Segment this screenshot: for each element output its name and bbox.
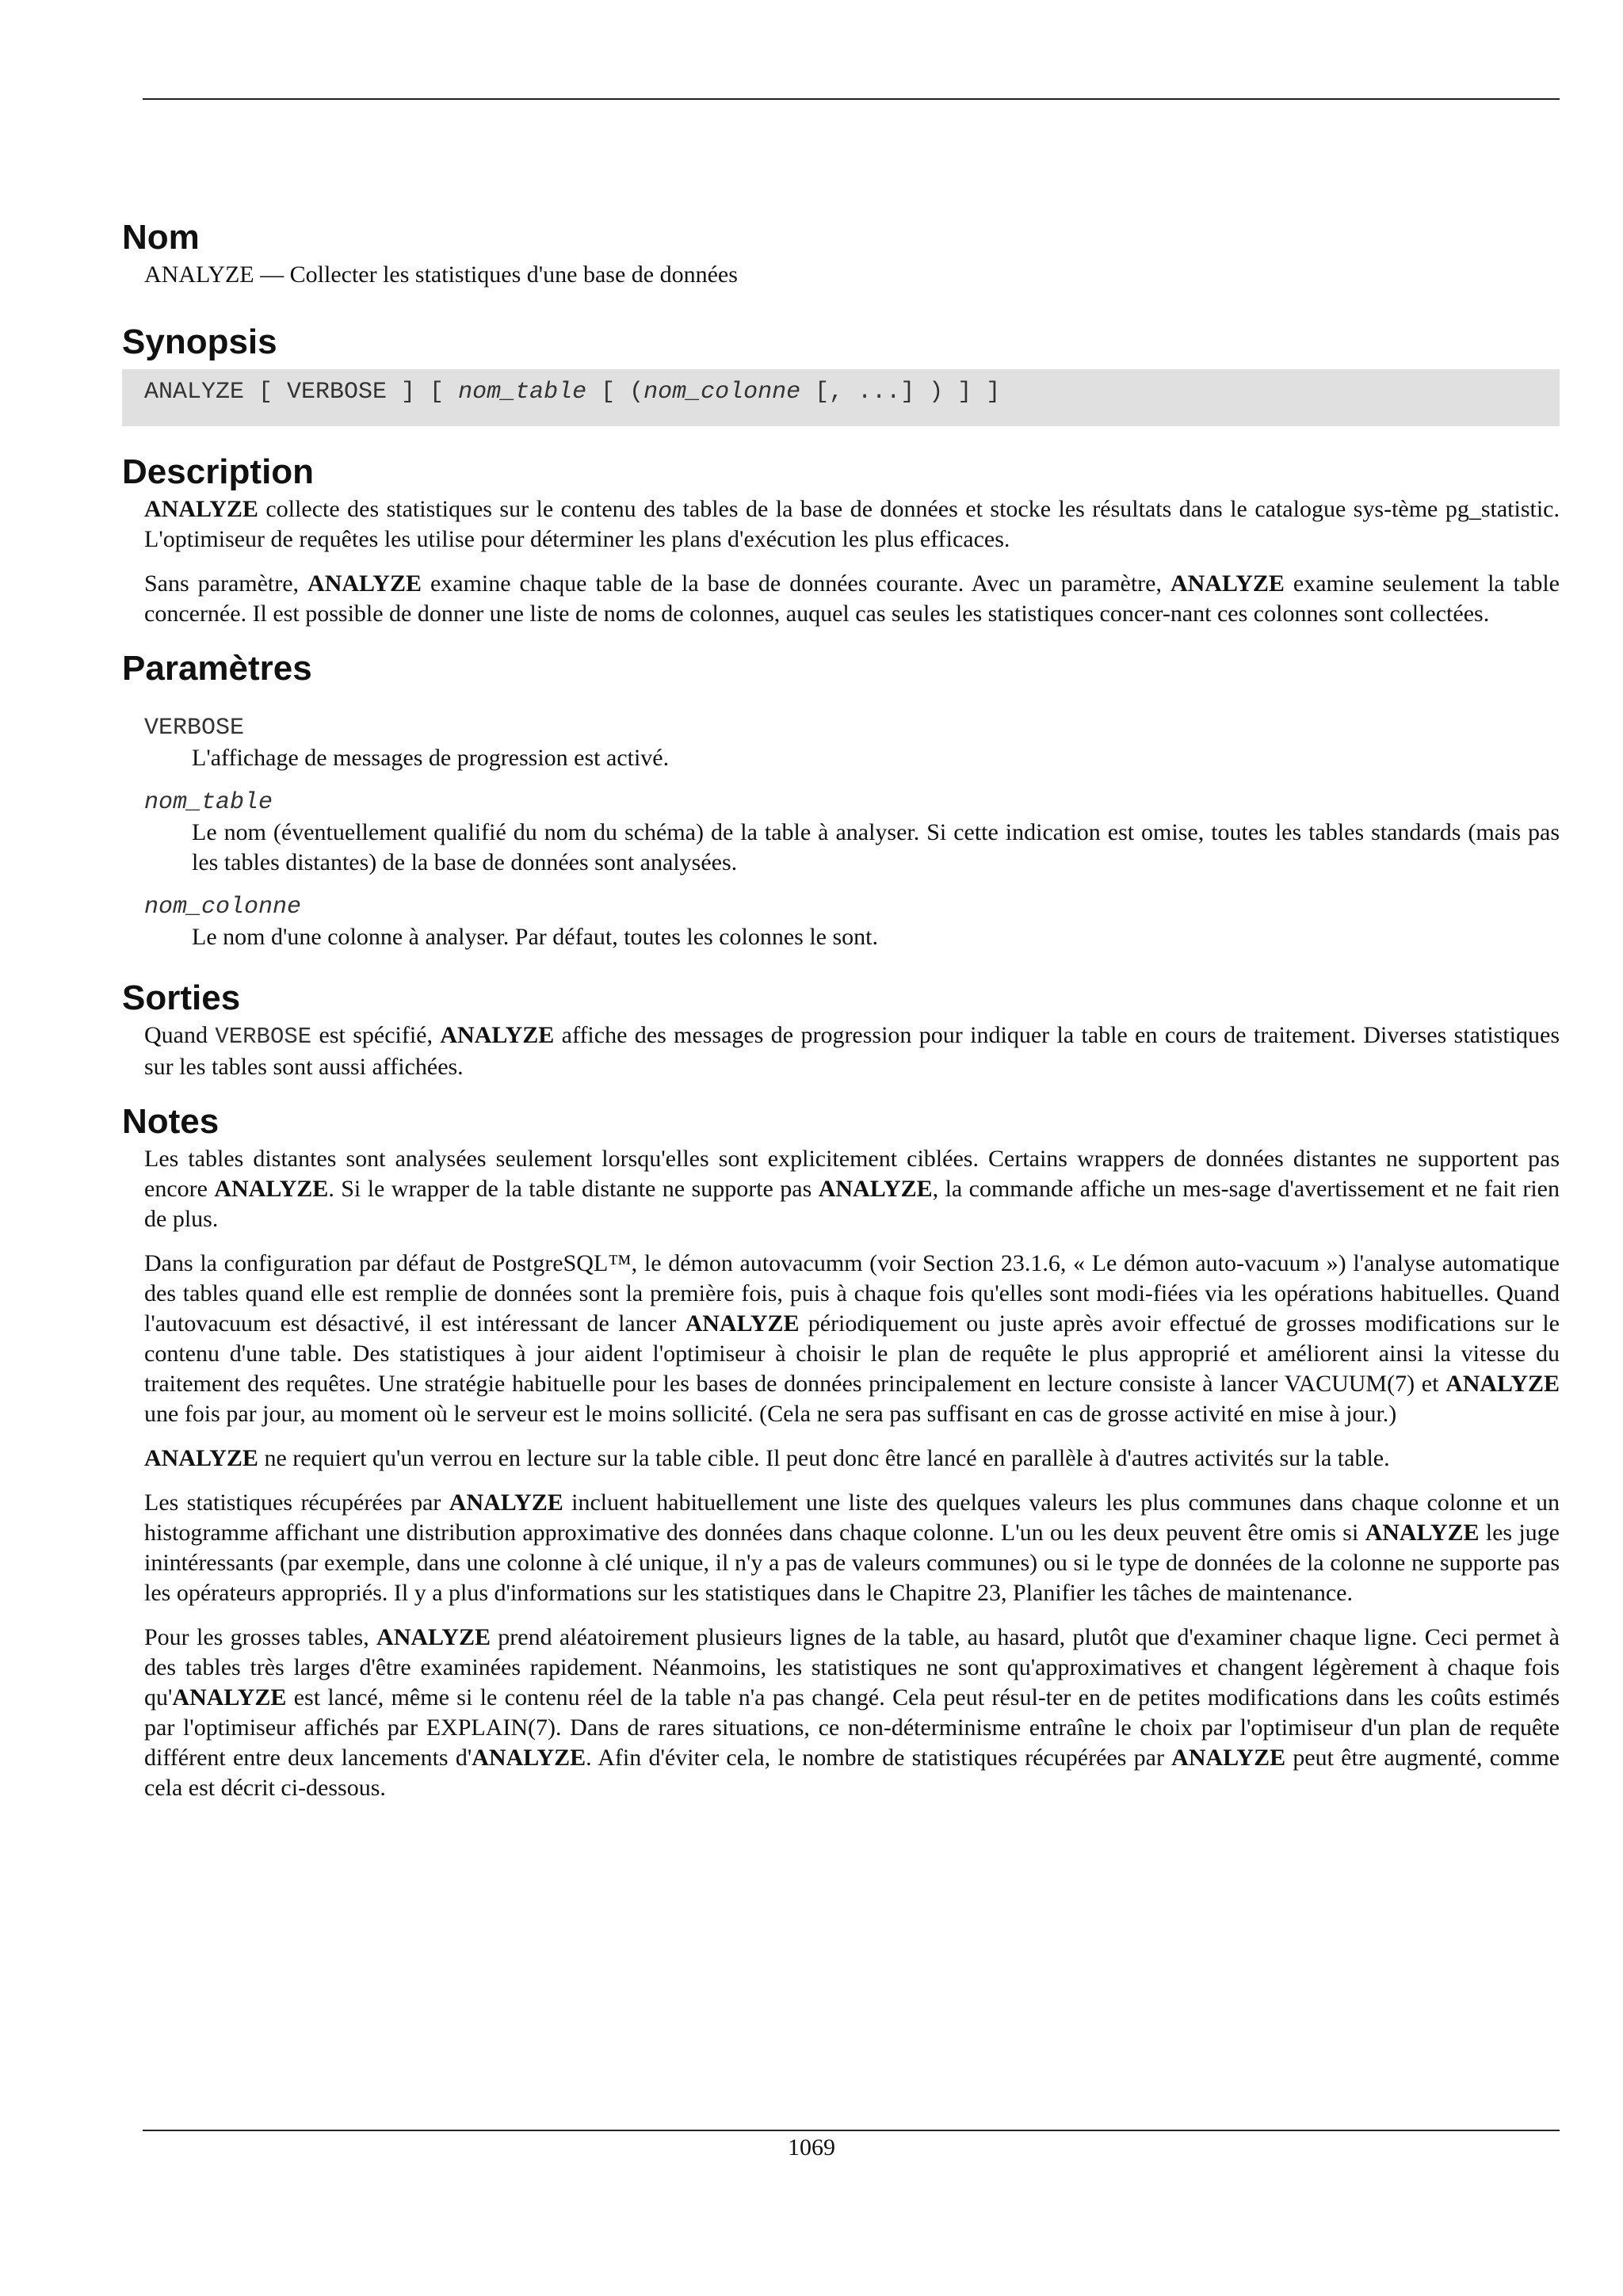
heading-synopsis: Synopsis <box>122 322 277 361</box>
section-notes <box>122 1100 1560 1803</box>
text-run: une fois par jour, au moment où le serveur est le moins sollicité. (Cela ne sera pas suffisant en cas de grosse activité en mise à jour.) <box>144 1401 1397 1427</box>
text-run: collecte des statistiques sur le contenu des tables de la base de données et stocke les résultats dans le catalogue sys-tème pg_statistic. L'optimiseur de requêtes les utilise pour déterminer les plans d'exécution les plus efficaces. <box>144 496 1560 552</box>
synopsis-code <box>122 369 1560 426</box>
text-run: Les tables distantes sont analysées seulement lorsqu'elles sont explicitement ciblées. Certains wrappers de données distantes ne supportent pas encore <box>144 1146 1560 1202</box>
command-name: ANALYZE <box>144 1445 258 1471</box>
heading-notes: Notes <box>122 1102 220 1141</box>
text-run: est lancé, même si le contenu réel de la table n'a pas changé. Cela peut résul-ter en de petites modifications dans les coûts estimés par l'optimiseur affichés par EXPLAIN(7). Dans de rares situations, ce non-déterminisme entraîne le choix par l'optimiseur d'un plan de requête différent entre deux lancements d' <box>144 1684 1560 1771</box>
command-name: ANALYZE <box>1365 1520 1480 1546</box>
synopsis-part: [ ( <box>586 379 644 406</box>
command-name: ANALYZE <box>1170 570 1285 597</box>
text-run: périodiquement ou juste après avoir effectué de grosses modifications sur le contenu d'une table. Des statistiques à jour aident l'optimiseur à choisir le plan de requête le plus approprié et améliorent ainsi la vitesse du traitement des requêtes. Une stratégie habituelle pour les bases de données principalement en lecture consiste à lancer VACUUM(7) et <box>144 1310 1560 1397</box>
text-run: Quand <box>144 1022 216 1048</box>
param-def-verbose: L'affichage de messages de progression est activé. <box>192 745 670 771</box>
text-run: , la commande affiche un mes-sage d'avertissement et ne fait rien de plus. <box>144 1176 1560 1232</box>
text-run: . Afin d'éviter cela, le nombre de statistiques récupérées par <box>586 1745 1172 1771</box>
header-rule <box>143 98 1560 100</box>
text-run: est spécifié, <box>311 1022 441 1048</box>
text-run: . Si le wrapper de la table distante ne supporte pas <box>328 1176 819 1202</box>
command-name: ANALYZE <box>1171 1745 1286 1771</box>
notes-paragraph <box>144 1144 1560 1234</box>
page-number: 1069 <box>788 2134 835 2161</box>
nom-text: ANALYZE — Collecter les statistiques d'une base de données <box>144 261 738 288</box>
section-synopsis <box>122 320 1560 426</box>
command-name: ANALYZE <box>144 496 258 522</box>
command-name: ANALYZE <box>685 1310 800 1337</box>
command-name: ANALYZE <box>1445 1371 1560 1397</box>
heading-sorties: Sorties <box>122 978 241 1017</box>
notes-paragraph <box>144 1623 1560 1803</box>
command-name: ANALYZE <box>449 1489 563 1516</box>
param-def-nom-colonne: Le nom d'une colonne à analyser. Par défaut, toutes les colonnes le sont. <box>192 924 879 950</box>
section-nom <box>122 215 1560 290</box>
text-run: peut être augmenté, comme cela est décrit ci-dessous. <box>144 1745 1560 1801</box>
text-run: ne requiert qu'un verrou en lecture sur la table cible. Il peut donc être lancé en parallèle à d'autres activités sur la table. <box>258 1445 1390 1471</box>
text-run: examine seulement la table concernée. Il est possible de donner une liste de noms de colonnes, auquel cas seules les statistiques concer-nant ces colonnes sont collectées. <box>144 570 1560 627</box>
text-run: Pour les grosses tables, <box>144 1624 377 1650</box>
param-term-nom-colonne: nom_colonne <box>144 894 302 921</box>
text-run: les juge inintéressants (par exemple, dans une colonne à clé unique, il n'y a pas de valeurs communes) ou si le type de données de la colonne ne supporte pas les opérateurs appropriés. Il y a plus d'informations sur les statistiques dans le Chapitre 23, Planifier les tâches de maintenance. <box>144 1520 1560 1606</box>
command-name: ANALYZE <box>214 1176 329 1202</box>
section-parametres <box>122 646 1560 952</box>
notes-paragraph <box>144 1249 1560 1429</box>
page-content <box>122 215 1560 1821</box>
notes-paragraph <box>144 1488 1560 1608</box>
command-name: ANALYZE <box>307 570 422 597</box>
footer-rule <box>143 2130 1560 2131</box>
text-run: incluent habituellement une liste des quelques valeurs les plus communes dans chaque colonne et un histogramme affichant une distribution approximative des données dans chaque colonne. L'un ou les deux peuvent être omis si <box>144 1489 1560 1546</box>
param-term-verbose: VERBOSE <box>144 715 245 742</box>
section-description <box>122 450 1560 629</box>
inline-code: VERBOSE <box>215 1024 312 1050</box>
notes-paragraph <box>144 1444 1560 1474</box>
section-sorties <box>122 976 1560 1082</box>
text-run: Les statistiques récupérées par <box>144 1489 449 1516</box>
text-run: Dans la configuration par défaut de PostgreSQL™, le démon autovacumm (voir Section 23.1.6, « Le démon auto-vacuum ») l'analyse automatique des tables quand elle est remplie de données sont la première fois, puis à chaque fois qu'elles sont modi-fiées via les opérations habituelles. Quand l'autovacuum est désactivé, il est intéressant de lancer <box>144 1250 1560 1337</box>
param-def-nom-table: Le nom (éventuellement qualifié du nom du schéma) de la table à analyser. Si cette indication est omise, toutes les tables standards (mais pas les tables distantes) de la base de données sont analysées. <box>192 819 1560 875</box>
text-run: examine chaque table de la base de données courante. Avec un paramètre, <box>421 570 1170 597</box>
command-name: ANALYZE <box>818 1176 933 1202</box>
text-run: prend aléatoirement plusieurs lignes de la table, au hasard, plutôt que d'examiner chaque ligne. Ceci permet à des tables très larges d'être examinées rapidement. Néanmoins, les statistiques ne sont qu'approximatives et changent légèrement à chaque fois qu' <box>144 1624 1560 1711</box>
description-paragraph <box>144 494 1560 555</box>
sorties-paragraph <box>144 1020 1560 1082</box>
text-run: Sans paramètre, <box>144 570 308 597</box>
synopsis-arg-table: nom_table <box>458 379 587 406</box>
heading-nom: Nom <box>122 218 200 257</box>
command-name: ANALYZE <box>472 1745 586 1771</box>
synopsis-part: ANALYZE [ VERBOSE ] [ <box>144 379 459 406</box>
heading-description: Description <box>122 452 315 491</box>
description-paragraph <box>144 569 1560 629</box>
param-term-nom-table: nom_table <box>144 789 273 816</box>
text-run: affiche des messages de progression pour indiquer la table en cours de traitement. Diverses statistiques sur les tables sont aussi affichées. <box>144 1022 1560 1080</box>
command-name: ANALYZE <box>440 1022 555 1048</box>
command-name: ANALYZE <box>172 1684 287 1711</box>
heading-parametres: Paramètres <box>122 649 312 688</box>
synopsis-part: [, ...] ) ] ] <box>800 379 1001 406</box>
synopsis-arg-column: nom_colonne <box>643 379 801 406</box>
command-name: ANALYZE <box>376 1624 491 1650</box>
parameter-list <box>122 691 1560 952</box>
